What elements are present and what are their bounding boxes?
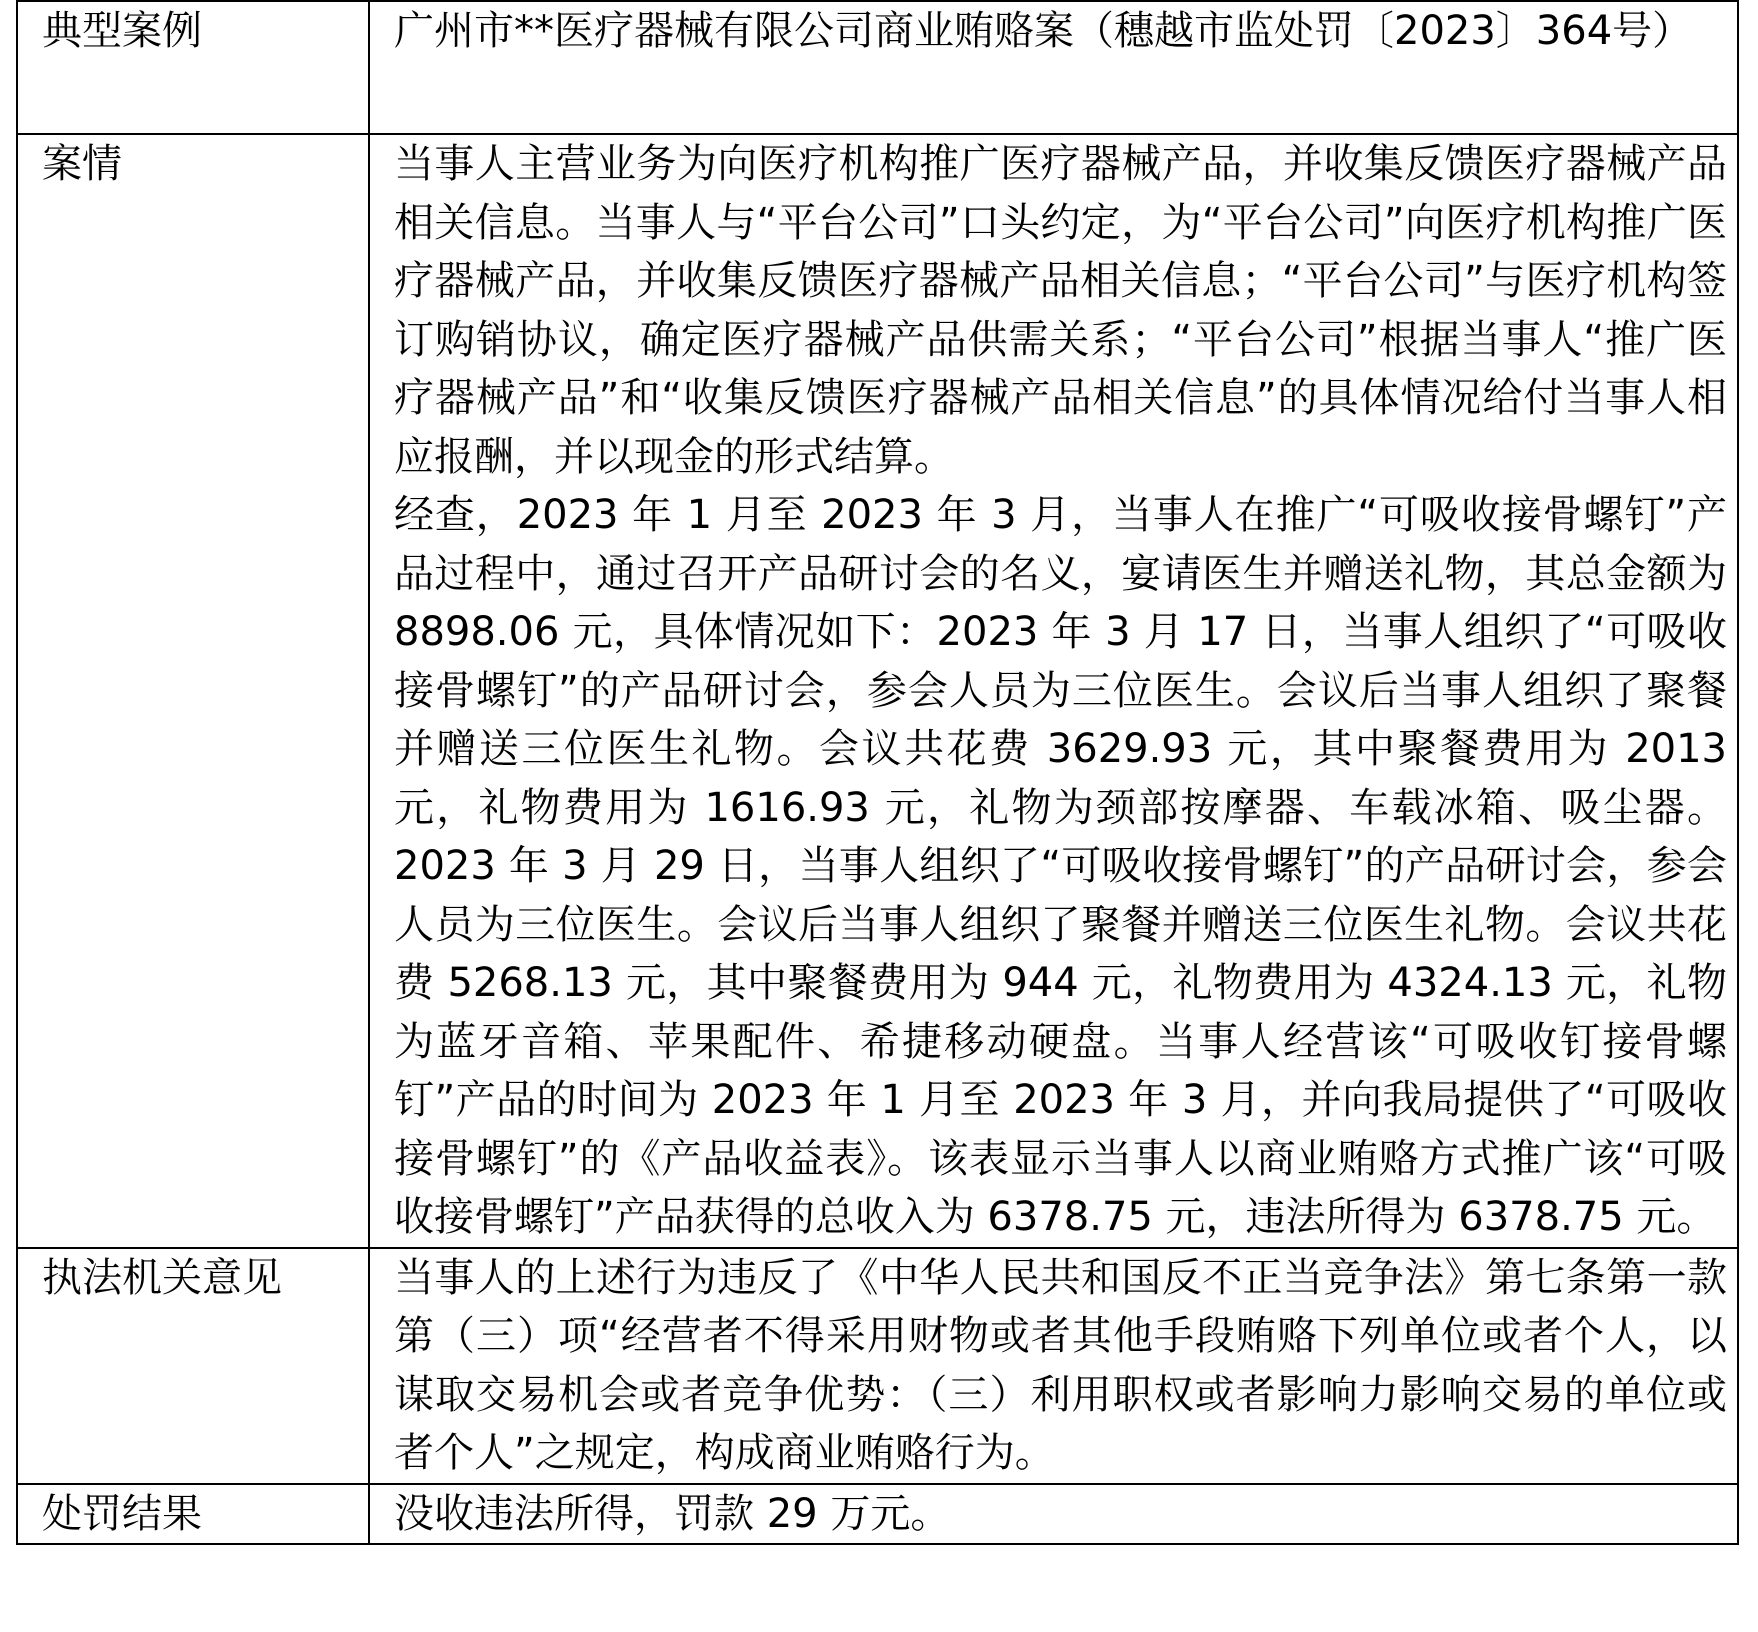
facts-paragraph-1: 当事人主营业务为向医疗机构推广医疗器械产品，并收集反馈医疗器械产品相关信息。当事人与“平台公司”口头约定，为“平台公司”向医疗机构推广医疗器械产品，并收集反馈医疗器械产品相关信息；“平台公司”与医疗机构签订购销协议，确定医疗器械产品供需关系；“平台公司”根据当事人“推广医疗器械产品”和“收集反馈医疗器械产品相关信息”的具体情况给付当事人相应报酬，并以现金的形式结算。 bbox=[394, 141, 1727, 480]
case-table bbox=[16, 0, 1739, 1545]
row-content bbox=[369, 1, 1738, 134]
row-label: 案情 bbox=[17, 134, 369, 1248]
table-row-authority-opinion bbox=[17, 1248, 1738, 1484]
penalty-paragraph: 没收违法所得，罚款 29 万元。 bbox=[394, 1490, 951, 1537]
facts-paragraph-2: 经查，2023 年 1 月至 2023 年 3 月，当事人在推广“可吸收接骨螺钉”产品过程中，通过召开产品研讨会的名义，宴请医生并赠送礼物，其总金额为 8898.06 元，具体情况如下：2023 年 3 月 17 日，当事人组织了“可吸收接骨螺钉”的产品研讨会，参会人员为三位医生。会议后当事人组织了聚餐并赠送三位医生礼物。会议共花费 3629.93 元，其中聚餐费用为 2013 元，礼物费用为 1616.93 元，礼物为颈部按摩器、车载冰箱、吸尘器。2023 年 3 月 29 日，当事人组织了“可吸收接骨螺钉”的产品研讨会，参会人员为三位医生。会议后当事人组织了聚餐并赠送三位医生礼物。会议共花费 5268.13 元，其中聚餐费用为 944 元，礼物费用为 4324.13 元，礼物为蓝牙音箱、苹果配件、希捷移动硬盘。当事人经营该“可吸收钉接骨螺钉”产品的时间为 2023 年 1 月至 2023 年 3 月，并向我局提供了“可吸收接骨螺钉”的《产品收益表》。该表显示当事人以商业贿赂方式推广该“可吸收接骨螺钉”产品获得的总收入为 6378.75 元，违法所得为 6378.75 元。 bbox=[394, 492, 1727, 1240]
table-row-typical-case bbox=[17, 1, 1738, 134]
row-label: 处罚结果 bbox=[17, 1484, 369, 1545]
row-content bbox=[369, 1484, 1738, 1545]
row-label: 典型案例 bbox=[17, 1, 369, 134]
row-label: 执法机关意见 bbox=[17, 1248, 369, 1484]
row-content bbox=[369, 134, 1738, 1248]
table-row-case-facts bbox=[17, 134, 1738, 1248]
opinion-paragraph: 当事人的上述行为违反了《中华人民共和国反不正当竞争法》第七条第一款第（三）项“经营者不得采用财物或者其他手段贿赂下列单位或者个人，以谋取交易机会或者竞争优势：（三）利用职权或者影响力影响交易的单位或者个人”之规定，构成商业贿赂行为。 bbox=[394, 1254, 1727, 1476]
table-row-penalty-result bbox=[17, 1484, 1738, 1545]
row-content bbox=[369, 1248, 1738, 1484]
case-title-text: 广州市**医疗器械有限公司商业贿赂案（穗越市监处罚〔2023〕364号） bbox=[394, 8, 1693, 54]
